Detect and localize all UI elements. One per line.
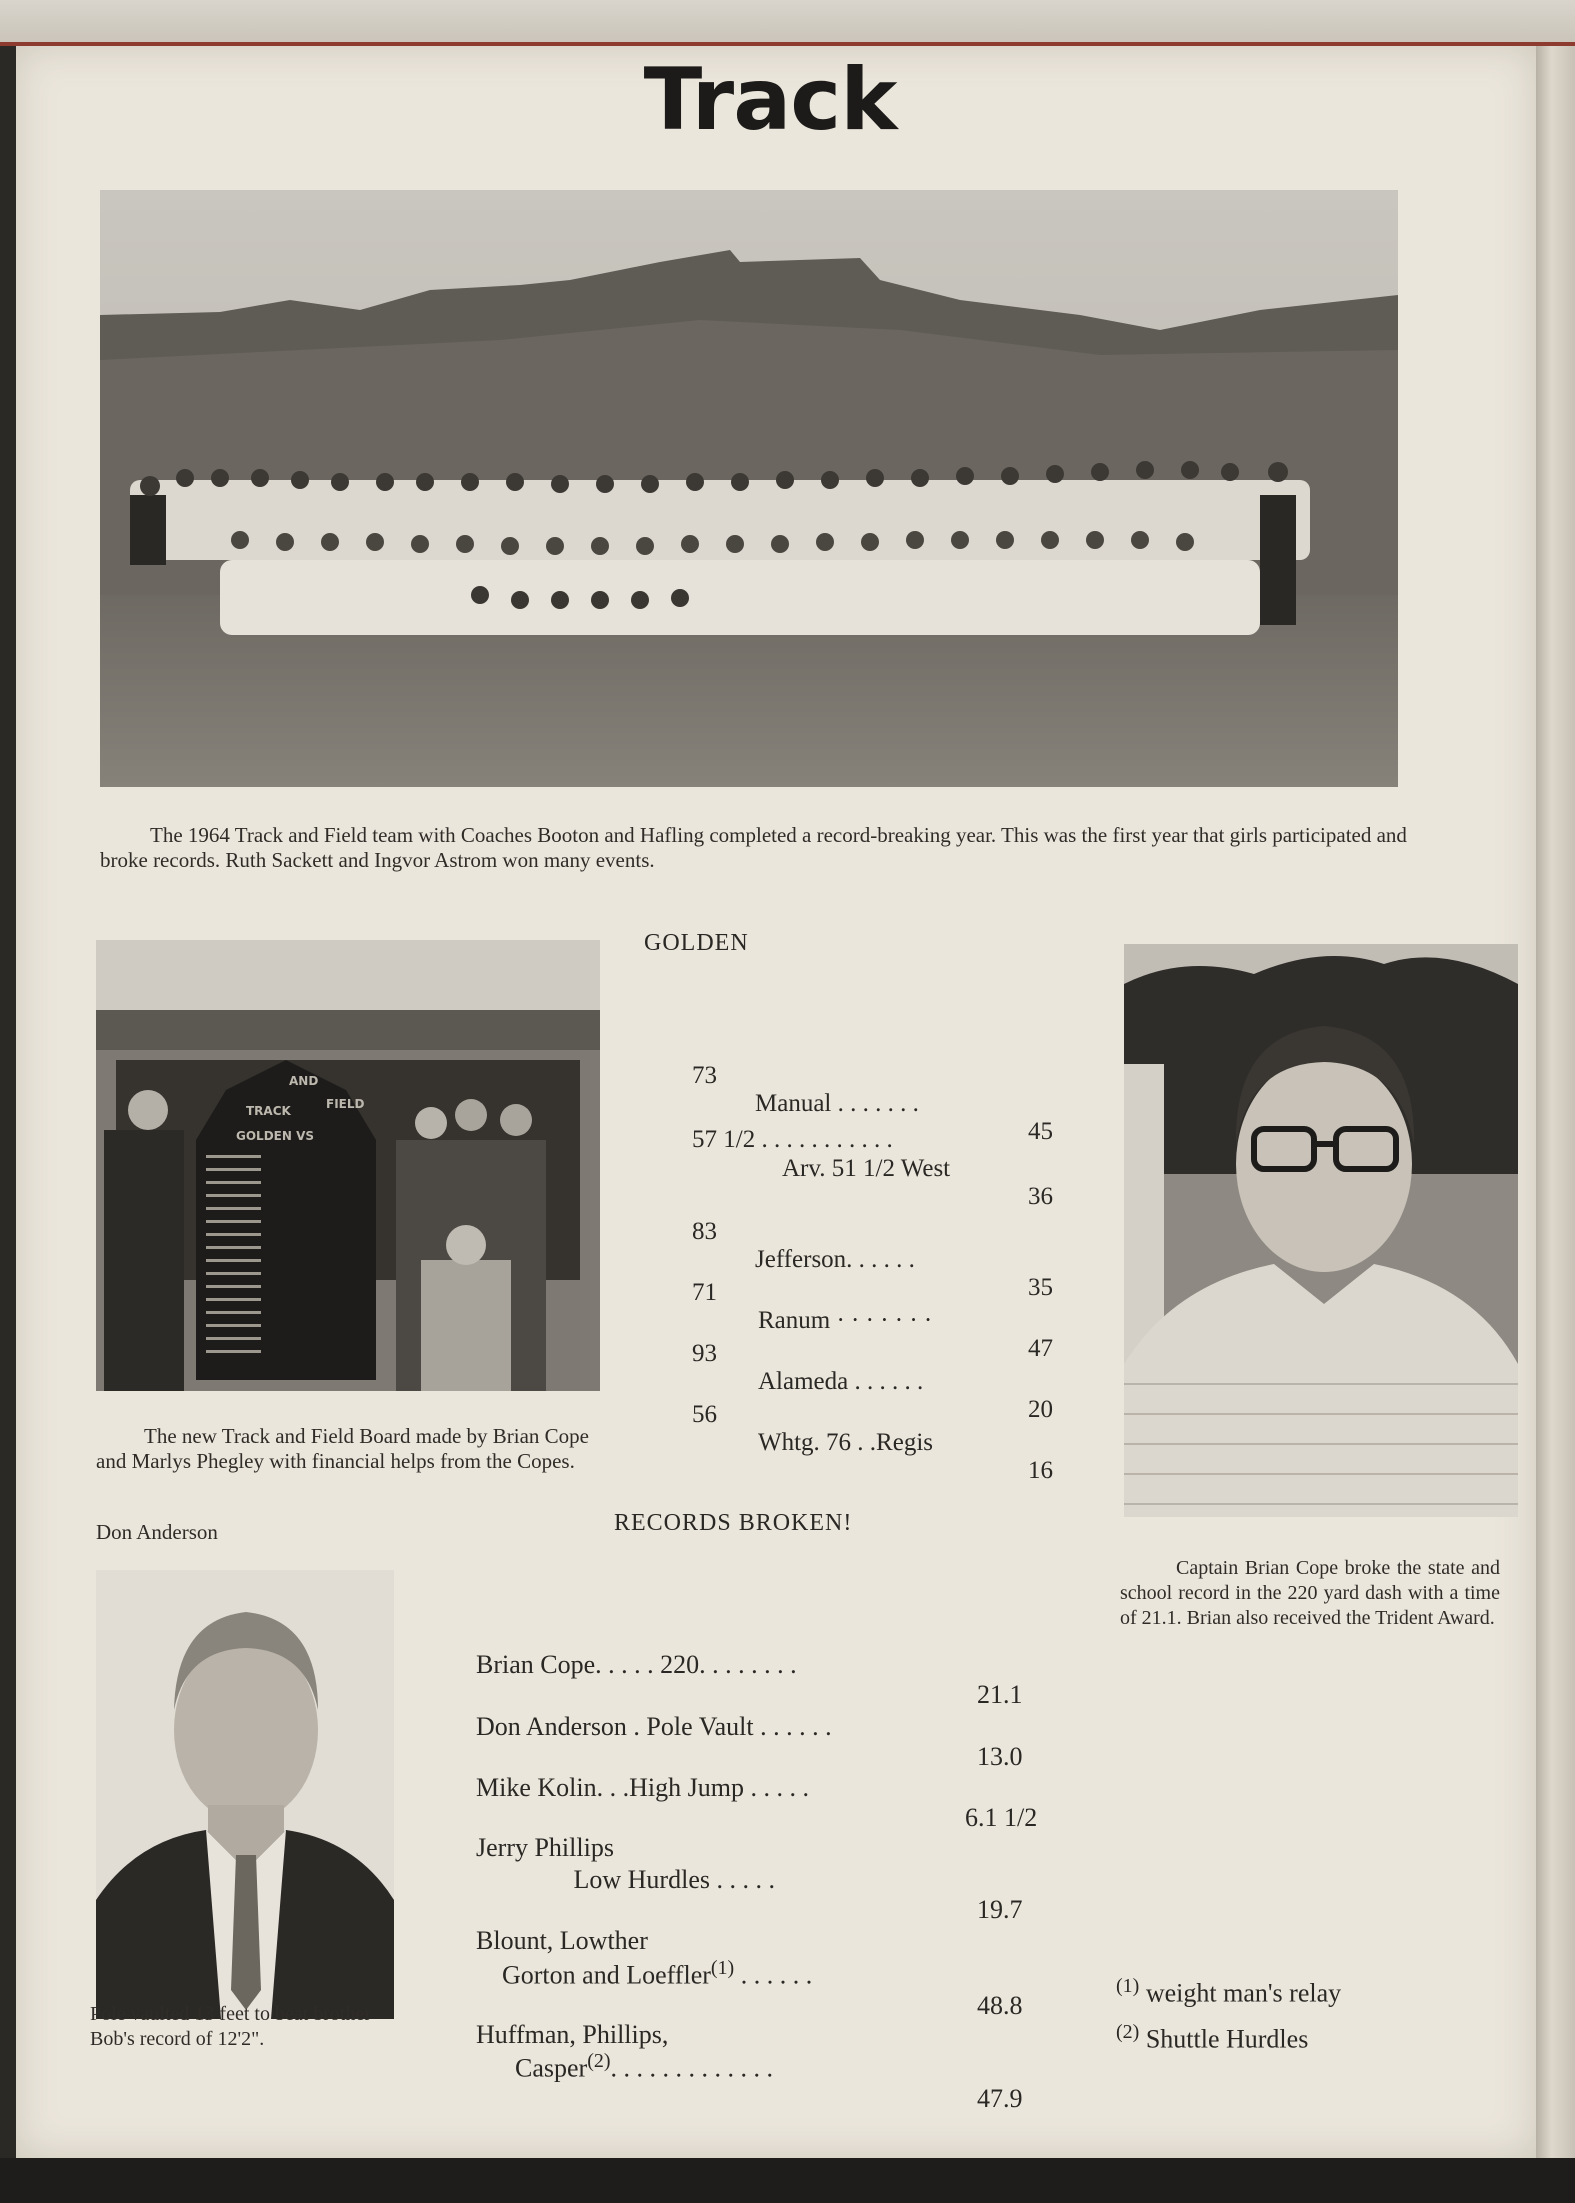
opponent-score: 36 bbox=[1028, 1183, 1053, 1210]
opponent-name: Arv. 51 1/2 West bbox=[782, 1155, 951, 1182]
board-sign-golden-vs: GOLDEN VS bbox=[236, 1129, 315, 1143]
board-sign-and: AND bbox=[289, 1074, 319, 1088]
record-event: Low Hurdles . . . . . bbox=[476, 1865, 775, 1894]
captain-photo-caption: Captain Brian Cope broke the state and school record in the 220 yard dash with a time of 21.1. Brian also received the Trident Award. bbox=[1120, 1557, 1500, 1629]
board-photo-caption: The new Track and Field Board made by Brian Cope and Marlys Phegley with financial helps from the Copes. bbox=[96, 1424, 589, 1473]
record-value: 21.1 bbox=[977, 1680, 1023, 1709]
record-value: 47.9 bbox=[977, 2083, 1023, 2113]
page-right-edge bbox=[1536, 46, 1575, 2158]
opponent-name: Whtg. 76 . .Regis bbox=[758, 1429, 933, 1456]
footnote-mark: (1) bbox=[1116, 1975, 1140, 1997]
board-sign-field: FIELD bbox=[326, 1097, 365, 1111]
golden-scores-heading: GOLDEN bbox=[644, 930, 749, 956]
footnote-text: weight man's relay bbox=[1145, 1978, 1342, 2008]
record-value: 19.7 bbox=[977, 1895, 1023, 1924]
record-holder: Don Anderson . Pole Vault . . . . . . bbox=[476, 1712, 832, 1741]
footnote-mark: (2) bbox=[1116, 2021, 1140, 2043]
footnote-marker: (2) bbox=[587, 2050, 611, 2072]
record-holder: Brian Cope. . . . . 220. . . . . . . . bbox=[476, 1650, 797, 1679]
record-row bbox=[450, 2020, 1023, 2144]
record-value: 6.1 1/2 bbox=[965, 1803, 1038, 1832]
captain-portrait-photo bbox=[1124, 944, 1518, 1517]
opponent-name: Jefferson. . . . . . bbox=[755, 1246, 915, 1273]
opponent-score: 35 bbox=[1028, 1274, 1053, 1301]
record-holder: Mike Kolin. . .High Jump . . . . . bbox=[476, 1773, 809, 1802]
golden-score: 83 bbox=[692, 1218, 717, 1245]
anderson-photo-caption: Pole vaulted 13 feet to beat brother Bob's record of 12'2". bbox=[90, 2003, 372, 2050]
opponent-score: 47 bbox=[1028, 1335, 1053, 1362]
page-bottom-edge bbox=[0, 2158, 1575, 2203]
opponent-name: Ranum · · · · · · · bbox=[758, 1307, 933, 1334]
anderson-portrait-photo bbox=[96, 1570, 394, 2019]
opponent-score: 20 bbox=[1028, 1396, 1053, 1423]
record-leader: . . . . . . . . . . . . . bbox=[610, 2053, 774, 2083]
golden-score: 93 bbox=[692, 1340, 717, 1367]
page-title: Track bbox=[643, 50, 897, 150]
team-photo bbox=[100, 190, 1398, 787]
page-top-edge bbox=[0, 0, 1575, 46]
track-board-image bbox=[96, 940, 600, 1391]
golden-score: 56 bbox=[692, 1401, 717, 1428]
record-event: Gorton and Loeffler bbox=[476, 1960, 711, 1990]
footnote-1 bbox=[1116, 1975, 1341, 2009]
record-holder: Huffman, Phillips, bbox=[476, 2020, 669, 2049]
record-event: Casper bbox=[476, 2053, 588, 2083]
record-value: 13.0 bbox=[977, 1742, 1023, 1771]
record-value: 48.8 bbox=[977, 1990, 1023, 2020]
opponent-name: Manual . . . . . . . bbox=[755, 1090, 919, 1117]
anderson-portrait-image bbox=[96, 1570, 394, 2019]
record-holder: Jerry Phillips bbox=[476, 1833, 614, 1862]
golden-score: 57 1/2 . . . . . . . . . . . bbox=[692, 1126, 893, 1153]
golden-score: 73 bbox=[692, 1062, 717, 1089]
captain-portrait-image bbox=[1124, 944, 1518, 1517]
record-leader: . . . . . . bbox=[734, 1960, 813, 1990]
footnote-2 bbox=[1116, 2021, 1308, 2055]
opponent-name: Alameda . . . . . . bbox=[758, 1368, 924, 1395]
footnote-marker: (1) bbox=[710, 1957, 735, 1979]
opponent-score: 45 bbox=[1028, 1118, 1053, 1145]
anderson-name-label: Don Anderson bbox=[96, 1520, 218, 1544]
track-board-photo bbox=[96, 940, 600, 1391]
golden-score: 71 bbox=[692, 1279, 717, 1306]
footnote-text: Shuttle Hurdles bbox=[1145, 2024, 1309, 2054]
record-holder: Blount, Lowther bbox=[476, 1926, 648, 1955]
team-photo-image bbox=[100, 190, 1398, 787]
board-sign-track: TRACK bbox=[246, 1104, 291, 1118]
opponent-score: 16 bbox=[1028, 1457, 1053, 1484]
records-broken-heading: RECORDS BROKEN! bbox=[614, 1510, 853, 1536]
team-photo-caption: The 1964 Track and Field team with Coaches Booton and Hafling completed a record-breaking year. This was the first year that girls participated and broke records. Ruth Sackett and Ingvor Astrom won many events. bbox=[100, 823, 1407, 872]
